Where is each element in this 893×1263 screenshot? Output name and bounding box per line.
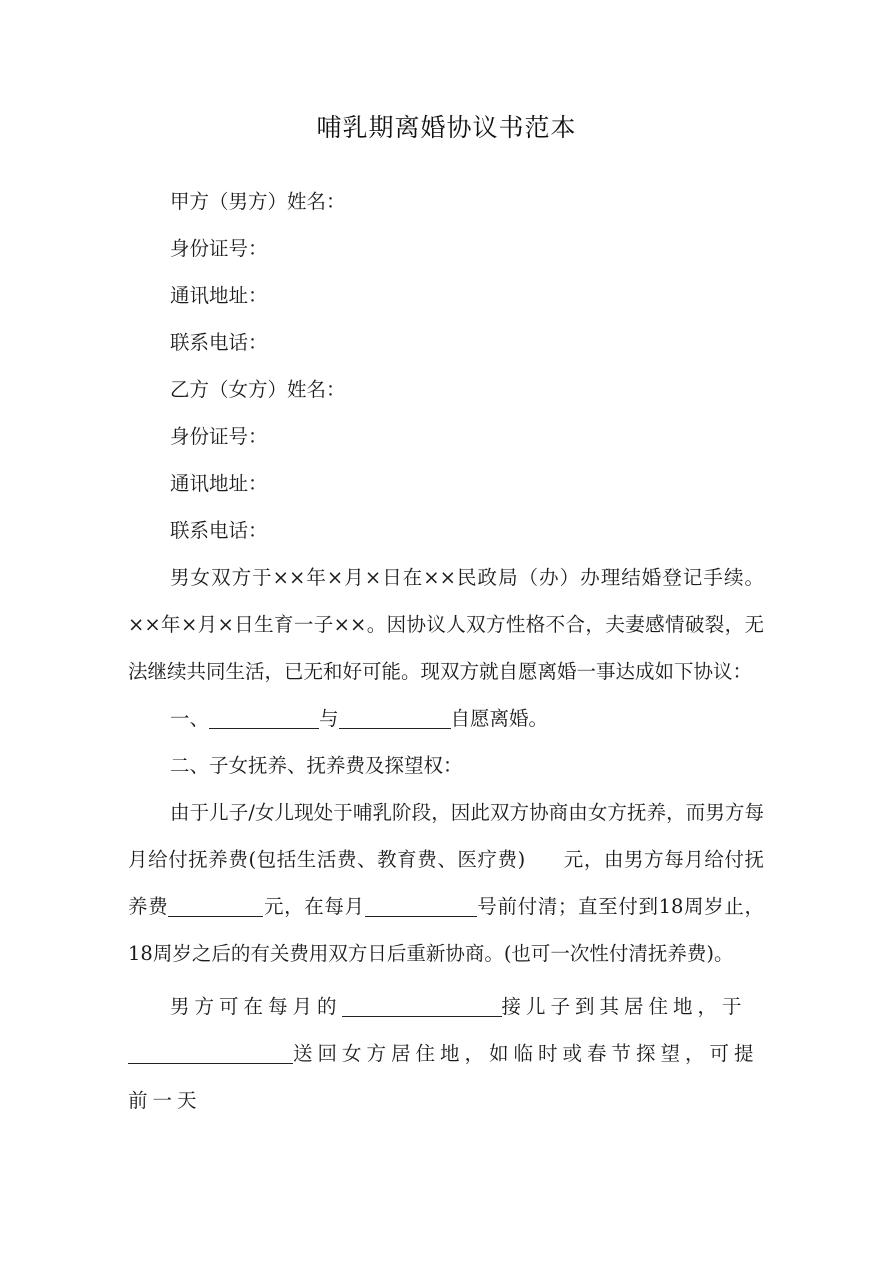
custody-text-2: 元，由男方每月给付抚养费 — [128, 848, 764, 918]
payment-day-blank — [365, 892, 477, 917]
visitation-paragraph — [128, 983, 764, 1124]
clause-1-prefix: 一、 — [170, 707, 210, 730]
party-a-name-label: 甲方（男方）姓名： — [170, 190, 346, 213]
party-a-phone-label: 联系电话： — [170, 331, 268, 354]
document-title: 哺乳期离婚协议书范本 — [316, 113, 577, 142]
visitation-text-3: 送回女方居住地，如临时或春节探望，可提前一天 — [128, 1042, 759, 1112]
custody-paragraph — [128, 789, 764, 977]
custody-text-4: 号前付清；直至付到18周岁止，18周岁之后的有关费用双方日后重新协商。(也可一次性付清抚养费)。 — [128, 895, 764, 965]
document-body — [128, 178, 764, 1124]
custody-text-1: 由于儿子/女儿现处于哺乳阶段，因此双方协商由女方抚养，而男方每月给付抚养费(包括生活费、教育费、医疗费) — [128, 801, 764, 871]
party-b-id-label: 身份证号： — [170, 425, 268, 448]
party-a-id-label: 身份证号： — [170, 237, 268, 260]
intro-paragraph: 男女双方于××年×月×日在××民政局（办）办理结婚登记手续。××年×月×日生育一子××。因协议人双方性格不合，夫妻感情破裂，无法继续共同生活，已无和好可能。现双方就自愿离婚一事达成如下协议： — [128, 566, 764, 683]
clause-1 — [128, 695, 764, 742]
party-b-name-label: 乙方（女方）姓名： — [170, 378, 346, 401]
clause-2-heading: 二、子女抚养、抚养费及探望权： — [170, 754, 463, 777]
monthly-amount-blank — [168, 892, 263, 917]
party-a-address-label: 通讯地址： — [170, 284, 268, 307]
party-b-address-label: 通讯地址： — [170, 472, 268, 495]
party-b-phone-label: 联系电话： — [170, 519, 268, 542]
clause-1-suffix: 自愿离婚。 — [450, 707, 549, 730]
visitation-text-2: 接儿子到其居住地，于 — [501, 995, 747, 1018]
visitation-text-1: 男方可在每月的 — [170, 995, 342, 1018]
return-time-blank — [128, 1039, 293, 1064]
custody-text-3: 元，在每月 — [263, 895, 365, 918]
party-b-blank — [339, 704, 451, 729]
pickup-time-blank — [342, 992, 502, 1017]
party-a-blank — [209, 704, 319, 729]
clause-1-mid: 与 — [319, 707, 339, 730]
